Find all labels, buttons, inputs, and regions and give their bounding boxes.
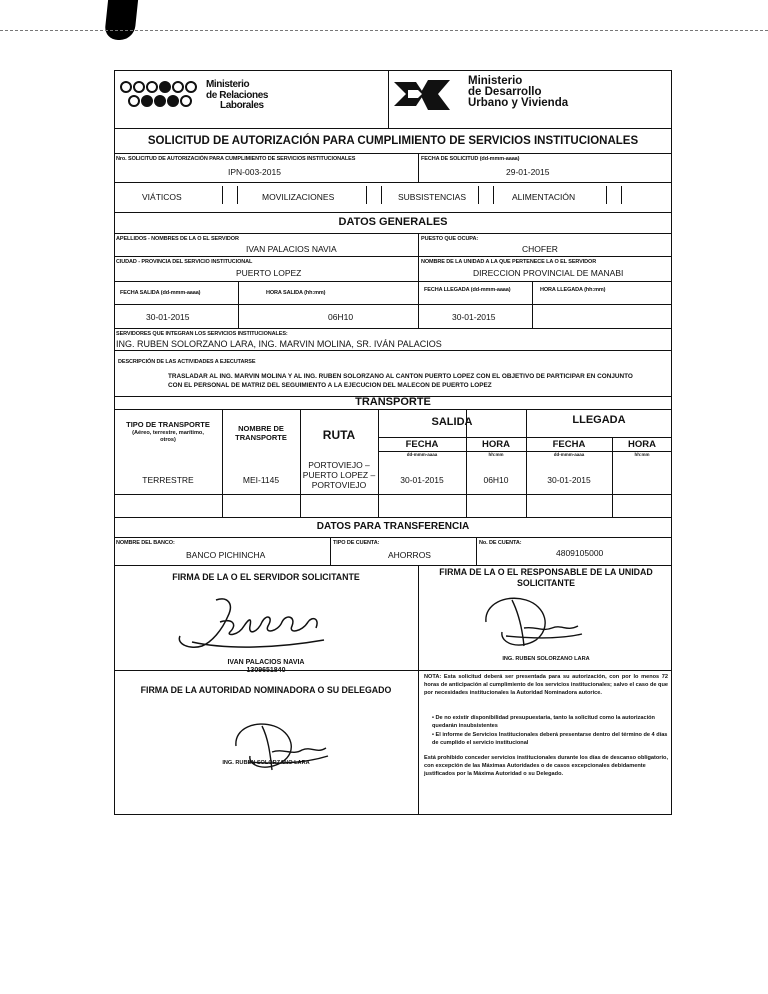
servant-name: IVAN PALACIOS NAVIA: [246, 244, 337, 254]
scan-ink-blot: [104, 0, 138, 40]
transport-name-value: MEI-1145: [242, 475, 280, 485]
unit-head-signature-name: ING. RUBEN SOLORZANO LARA: [502, 656, 590, 662]
servants-label: SERVIDORES QUE INTEGRAN LOS SERVICIOS INSTITUCIONALES:: [116, 331, 288, 337]
note-bullet-2: • El informe de Servicios Institucionales deberá presentarse dentro del término de 4 días de cumplido el servicio institucional: [432, 732, 668, 747]
servant-signature: [168, 592, 328, 654]
position-label: PUESTO QUE OCUPA:: [421, 236, 479, 242]
name-label: APELLIDOS - NOMBRES DE LA O EL SERVIDOR: [116, 236, 239, 242]
form-title: SOLICITUD DE AUTORIZACIÓN PARA CUMPLIMIENTO DE SERVICIOS INSTITUCIONALES: [147, 135, 639, 147]
unit-label: NOMBRE DE LA UNIDAD A LA QUE PERTENECE LA O EL SERVIDOR: [421, 259, 597, 265]
account-type-label: TIPO DE CUENTA:: [333, 540, 380, 546]
note-bullet-1: • De no existir disponibilidad presupuestaria, tanto la solicitud como la autorización quedarán insubsistentes: [432, 715, 655, 730]
transport-departure-time: 06H10: [483, 475, 509, 485]
city-value: PUERTO LOPEZ: [236, 268, 302, 278]
arrival-date-header: FECHA: [552, 439, 586, 450]
type-movilizaciones: MOVILIZACIONES: [262, 192, 335, 202]
account-number-label: No. DE CUENTA:: [479, 540, 522, 546]
departure-date-sub: dd-mmm-aaaa: [406, 452, 438, 457]
general-section-title: DATOS GENERALES: [338, 216, 448, 228]
checkbox-alimentacion[interactable]: [606, 186, 622, 204]
transport-type-value: TERRESTRE: [142, 475, 194, 485]
note-intro: NOTA: Esta solicitud deberá ser presentada para su autorización, con por lo menos 72 horas de anticipación al cumplimiento de los servicios institucionales; salvo el caso de que por necesidades institucionales la Autoridad Nominadora autorice.: [424, 674, 668, 697]
position-value: CHOFER: [522, 244, 558, 254]
type-subsistencias: SUBSISTENCIAS: [398, 192, 467, 202]
request-number: IPN-003-2015: [228, 167, 281, 177]
departure-header: SALIDA: [431, 416, 473, 428]
checkbox-viaticos[interactable]: [222, 186, 238, 204]
departure-time-header: HORA: [482, 439, 510, 450]
servants-value: ING. RUBEN SOLORZANO LARA, ING. MARVIN MOLINA, SR. IVÁN PALACIOS: [116, 339, 442, 349]
transport-departure-date: 30-01-2015: [400, 475, 444, 485]
transport-type-sub: (Aéreo, terrestre, marítimo, otros): [132, 430, 204, 443]
ministerio-relaciones-logo: [120, 78, 220, 122]
ministerio-relaciones-text: Ministerio de Relaciones Laborales: [206, 79, 269, 111]
ministerio-desarrollo-logo: [388, 76, 458, 116]
departure-time-sub: hh:mm: [488, 452, 504, 457]
transport-name-header: NOMBRE DE TRANSPORTE: [235, 424, 287, 442]
servant-signature-id: 1309651840: [246, 667, 286, 674]
note-closing: Está prohibido conceder servicios institucionales durante los días de descanso obligatorio, con excepción de las Máximas Autoridades o de casos excepcionales debidamente justificados por la Máxima Autoridad o su Delegado.: [424, 755, 669, 778]
activities-line-1: TRASLADAR AL ING. MARVIN MOLINA Y AL ING. RUBEN SOLORZANO AL CANTON PUERTO LOPEZ CON EL OBJETIVO DE PARTICIPAR EN CONJUNTO: [168, 373, 633, 380]
activities-label: DESCRIPCIÓN DE LAS ACTIVIDADES A EJECUTARSE: [118, 359, 256, 365]
arrival-header: LLEGADA: [572, 414, 626, 426]
unit-value: DIRECCION PROVINCIAL DE MANABI: [473, 268, 624, 278]
route-value: PORTOVIEJO – PUERTO LOPEZ – PORTOVIEJO: [302, 460, 376, 490]
authority-signature-title: FIRMA DE LA AUTORIDAD NOMINADORA O SU DELEGADO: [140, 685, 392, 695]
bank-value: BANCO PICHINCHA: [186, 550, 266, 560]
departure-time: 06H10: [328, 312, 354, 322]
route-header: RUTA: [322, 428, 356, 442]
departure-date: 30-01-2015: [146, 312, 190, 322]
activities-line-2: CON EL PERSONAL DE MATRIZ DEL SEGUIMIENTO A LA EJECUCION DEL MALECON DE PUERTO LOPEZ: [168, 382, 492, 389]
request-number-label: Nro. SOLICITUD DE AUTORIZACIÓN PARA CUMPLIMIENTO DE SERVICIOS INSTITUCIONALES: [116, 156, 356, 162]
checkbox-movilizaciones[interactable]: [366, 186, 382, 204]
transport-section-title: TRANSPORTE: [355, 396, 431, 408]
account-number-value: 4809105000: [556, 548, 604, 558]
authority-signature-name: ING. RUBEN SOLORZANO LARA: [222, 760, 310, 766]
departure-date-header: FECHA: [405, 439, 439, 450]
departure-time-label: HORA SALIDA (hh:mm): [266, 290, 326, 296]
transport-arrival-date: 30-01-2015: [547, 475, 591, 485]
bank-label: NOMBRE DEL BANCO:: [116, 540, 175, 546]
arrival-date: 30-01-2015: [452, 312, 496, 322]
type-viaticos: VIÁTICOS: [142, 192, 182, 202]
servant-signature-title: FIRMA DE LA O EL SERVIDOR SOLICITANTE: [172, 572, 360, 582]
arrival-time-sub: hh:mm: [634, 452, 650, 457]
unit-head-signature: [466, 588, 586, 650]
servant-signature-name: IVAN PALACIOS NAVIA: [227, 659, 305, 666]
arrival-date-label: FECHA LLEGADA (dd-mmm-aaaa): [424, 287, 511, 293]
account-type-value: AHORROS: [388, 550, 431, 560]
arrival-date-sub: dd-mmm-aaaa: [553, 452, 585, 457]
request-date-label: FECHA DE SOLICITUD (dd-mmm-aaaa): [421, 156, 520, 162]
transfer-section-title: DATOS PARA TRANSFERENCIA: [316, 521, 470, 532]
ministerio-desarrollo-text: Ministerio de Desarrollo Urbano y Vivienda: [468, 75, 569, 109]
unit-head-signature-title: FIRMA DE LA O EL RESPONSABLE DE LA UNIDAD SOLICITANTE: [439, 567, 653, 588]
departure-date-label: FECHA SALIDA (dd-mmm-aaaa): [120, 290, 201, 296]
checkbox-subsistencias[interactable]: [478, 186, 494, 204]
type-alimentacion: ALIMENTACIÓN: [512, 192, 576, 202]
scan-edge-line: [0, 30, 768, 31]
request-date: 29-01-2015: [506, 167, 550, 177]
arrival-time-label: HORA LLEGADA (hh:mm): [540, 287, 606, 293]
transport-type-header: TIPO DE TRANSPORTE: [126, 420, 210, 429]
arrival-time-header: HORA: [628, 439, 656, 450]
city-label: CIUDAD - PROVINCIA DEL SERVICIO INSTITUCIONAL: [116, 259, 253, 265]
